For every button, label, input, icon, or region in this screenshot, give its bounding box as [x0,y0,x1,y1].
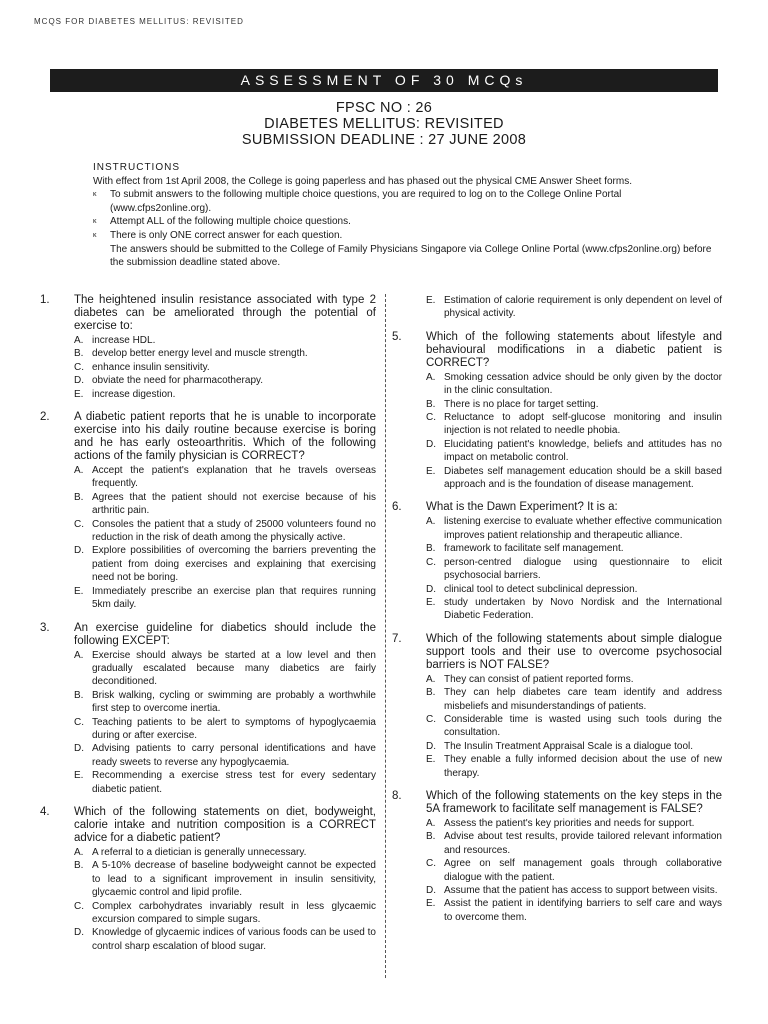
answer-option [74,518,376,545]
option-text: Exercise should always be started at a low level and then gradually escalated because many diabetics are fairly deconditioned. [92,649,376,688]
instructions-closing: The answers should be submitted to the College of Family Physicians Singapore via College Online Portal (www.cfps2online.org) before the submission deadline stated above. [110,243,712,269]
option-letter: C. [426,858,436,870]
option-text: Brisk walking, cycling or swimming are probably a worthwhile first step to overcome inertia. [92,689,376,715]
answer-option [74,859,376,899]
option-letter: C. [426,556,436,568]
option-text: They can consist of patient reported forms. [444,673,634,685]
option-letter: E. [426,898,436,910]
option-text: A 5-10% decrease of baseline bodyweight cannot be expected to lead to a significant improvement in insulin sensitivity, glycaemic control and lipid profile. [92,860,376,899]
option-text: enhance insulin sensitivity. [92,361,210,373]
option-text: increase HDL. [92,335,156,346]
answer-option [74,649,376,689]
instruction-bullet [93,188,718,215]
instructions-heading: INSTRUCTIONS [93,162,180,173]
answer-option [74,544,376,584]
question [40,622,376,796]
option-letter: E. [426,754,436,766]
option-text: listening exercise to evaluate whether effective communication improves patient relationship and therapeutic alliance. [444,516,722,541]
question-number: 7. [392,632,402,645]
option-text: framework to facilitate self management. [444,543,624,555]
option-letter: A. [74,335,84,346]
question-stem: Which of the following statements on the key steps in the 5A framework to facilitate self management is FALSE? [426,789,722,815]
question [40,806,376,953]
option-text: Assist the patient in identifying barriers to self care and ways to overcome them. [444,898,722,923]
option-text: Diabetes self management education should be a skill based approach and is the foundation of disease management. [444,465,722,491]
question-number: 8. [392,789,402,802]
option-text: Assume that the patient has access to support between visits. [444,885,718,896]
answer-option [426,884,722,897]
answer-option [426,830,722,857]
option-letter: D. [426,740,436,752]
submission-deadline: SUBMISSION DEADLINE : 27 JUNE 2008 [241,132,527,148]
answer-option [74,716,376,743]
question-number: 6. [392,501,402,514]
option-text: They enable a fully informed decision about the use of new therapy. [444,754,722,779]
option-letter: A. [74,846,84,858]
option-text: person-centred dialogue using questionnaire to elicit psychosocial barriers. [444,556,722,582]
question-number: 3. [40,621,50,634]
question [392,790,722,924]
option-text: increase digestion. [92,388,176,400]
option-letter: B. [426,398,436,410]
option-letter: B. [426,543,436,555]
question-stem: Which of the following statements about lifestyle and behavioural modifications in a diabetic patient is CORRECT? [426,330,722,369]
answer-option [74,926,376,953]
column-divider [385,294,386,978]
right-column [392,294,722,934]
option-text: They can help diabetes care team identify and address misbeliefs and misunderstandings of patients. [444,687,722,712]
option-letter: B. [74,348,84,360]
option-letter: E. [426,295,436,306]
option-letter: E. [74,585,84,597]
option-text: Accept the patient's explanation that he travels overseas frequently. [92,465,376,490]
answer-option [426,673,722,686]
question [40,294,376,401]
option-letter: D. [426,438,436,450]
option-letter: C. [74,518,84,530]
bullet-icon: κ [93,218,97,226]
option-text: obviate the need for pharmacotherapy. [92,375,264,387]
option-letter: E. [74,388,84,400]
option-letter: E. [426,596,436,608]
instruction-bullet [93,229,718,243]
answer-option [426,411,722,438]
option-letter: B. [74,689,84,701]
question-stem: Which of the following statements on diet, bodyweight, calorie intake and nutrition composition is a CORRECT advice for a diabetic patient? [74,805,376,844]
option-letter: D. [74,545,84,557]
option-letter: A. [74,465,84,477]
option-letter: A. [426,817,436,829]
option-text: Teaching patients to be alert to symptoms of hypoglycaemia during or after exercise. [92,716,376,741]
answer-option [426,556,722,583]
answer-option [426,686,722,713]
option-text: Reluctance to adopt self-glucose monitoring and insulin injection is not related to needle phobia. [444,412,722,437]
answer-option [426,596,722,623]
running-head: MCQS FOR DIABETES MELLITUS: REVISITED [34,17,244,26]
answer-option [74,742,376,769]
option-letter: B. [426,687,436,699]
question-stem: The heightened insulin resistance associated with type 2 diabetes can be ameliorated through the potential of exercise to: [74,294,376,332]
option-letter: D. [426,583,436,595]
answer-option [426,465,722,492]
answer-option [74,846,376,859]
fpsc-number: FPSC NO : 26 [335,100,433,116]
answer-option [426,542,722,555]
option-text: Assess the patient's key priorities and needs for support. [444,817,695,829]
answer-option [74,900,376,927]
document-title: DIABETES MELLITUS: REVISITED [264,116,504,132]
answer-option [426,897,722,924]
answer-option [74,464,376,491]
instruction-text: There is only ONE correct answer for each question. [110,229,343,241]
option-text: Elucidating patient's knowledge, beliefs and attitudes has no impact on metabolic control. [444,438,722,464]
answer-option [74,361,376,374]
answer-option [74,491,376,518]
option-text: Explore possibilities of overcoming the barriers preventing the patient from doing exercises and explaining that exercising need not be boring. [92,545,376,584]
instructions [93,161,718,270]
answer-option [74,334,376,347]
option-letter: D. [74,743,84,755]
option-letter: C. [74,900,84,912]
question-number: 2. [40,411,50,424]
bullet-icon: κ [93,231,97,239]
assessment-banner: ASSESSMENT OF 30 MCQs [50,69,718,92]
answer-option [74,347,376,360]
option-text: study undertaken by Novo Nordisk and the International Diabetic Federation. [444,596,722,622]
answer-option [426,857,722,884]
question [40,411,376,611]
option-letter: C. [426,713,436,725]
answer-option [426,515,722,542]
bullet-icon: κ [93,191,97,199]
option-letter: D. [74,375,84,387]
instructions-intro: With effect from 1st April 2008, the College is going paperless and has phased out the physical CME Answer Sheet forms. [93,175,632,187]
option-text: There is no place for target setting. [444,398,599,410]
answer-option [74,388,376,401]
option-text: Agree on self management goals through collaborative dialogue with the patient. [444,858,722,883]
left-column [40,294,376,963]
question-number: 4. [40,805,50,818]
option-text: Advise about test results, provide tailored relevant information and resources. [444,831,722,856]
option-text: Consoles the patient that a study of 25000 volunteers found no reduction in the risk of death among the physically active. [92,518,376,544]
question-number: 5. [392,330,402,343]
carried-option [426,294,722,321]
option-text: develop better energy level and muscle strength. [92,348,308,360]
option-text: Immediately prescribe an exercise plan that requires running 5km daily. [92,585,376,611]
option-letter: A. [426,673,436,685]
answer-option [426,583,722,596]
answer-option [426,398,722,411]
option-text: Advising patients to carry personal identifications and have ready sweets to reverse any hypoglycaemia. [92,743,376,768]
question [392,501,722,622]
option-letter: C. [74,716,84,728]
answer-option [426,438,722,465]
option-text: Estimation of calorie requirement is only dependent on level of physical activity. [444,295,722,320]
question [392,633,722,780]
question-number: 1. [40,294,50,306]
option-letter: B. [74,860,84,872]
instruction-text: To submit answers to the following multiple choice questions, you are required to log on to the College Online Portal (www.cfps2online.org). [110,189,622,214]
question [392,331,722,492]
option-letter: C. [74,361,84,373]
option-text: clinical tool to detect subclinical depression. [444,583,638,595]
answer-option [74,689,376,716]
answer-option [426,753,722,780]
option-text: Smoking cessation advice should be only given by the doctor in the clinic consultation. [444,371,722,397]
answer-option [426,371,722,398]
question-stem: Which of the following statements about simple dialogue support tools and their use to overcome psychosocial barriers is NOT FALSE? [426,632,722,671]
option-text: Complex carbohydrates invariably result in less glycaemic excursion compared to simple sugars. [92,900,376,925]
option-letter: A. [426,516,436,528]
option-letter: D. [74,927,84,939]
answer-option [426,713,722,740]
question-stem: What is the Dawn Experiment? It is a: [426,501,618,514]
option-letter: E. [426,465,436,477]
option-text: Agrees that the patient should not exercise because of his arthritic pain. [92,491,376,517]
option-letter: A. [74,649,84,661]
option-text: A referral to a dietician is generally unnecessary. [92,846,307,858]
option-letter: B. [426,831,436,843]
title-block [50,100,718,148]
option-text: The Insulin Treatment Appraisal Scale is a dialogue tool. [444,740,694,752]
answer-option [74,769,376,796]
answer-option [74,374,376,387]
answer-option [426,817,722,830]
option-letter: B. [74,491,84,503]
answer-option [74,585,376,612]
option-letter: D. [426,885,436,896]
option-letter: A. [426,371,436,383]
option-letter: C. [426,412,436,424]
answer-option [426,740,722,753]
option-text: Recommending a exercise stress test for every sedentary diabetic patient. [92,770,376,795]
option-text: Knowledge of glycaemic indices of various foods can be used to control sharp escalation of blood sugar. [92,927,376,952]
option-text: Considerable time is wasted using such tools during the consultation. [444,713,722,739]
question-stem: A diabetic patient reports that he is unable to incorporate exercise into his daily routine because exercise is boring and he has early osteoarthritis. Which of the following actions of the family physician is CORRECT? [74,411,376,463]
instruction-text: Attempt ALL of the following multiple choice questions. [110,216,351,228]
question-stem: An exercise guideline for diabetics should include the following EXCEPT: [74,621,376,647]
instruction-bullet [93,215,718,229]
option-letter: E. [74,770,84,782]
